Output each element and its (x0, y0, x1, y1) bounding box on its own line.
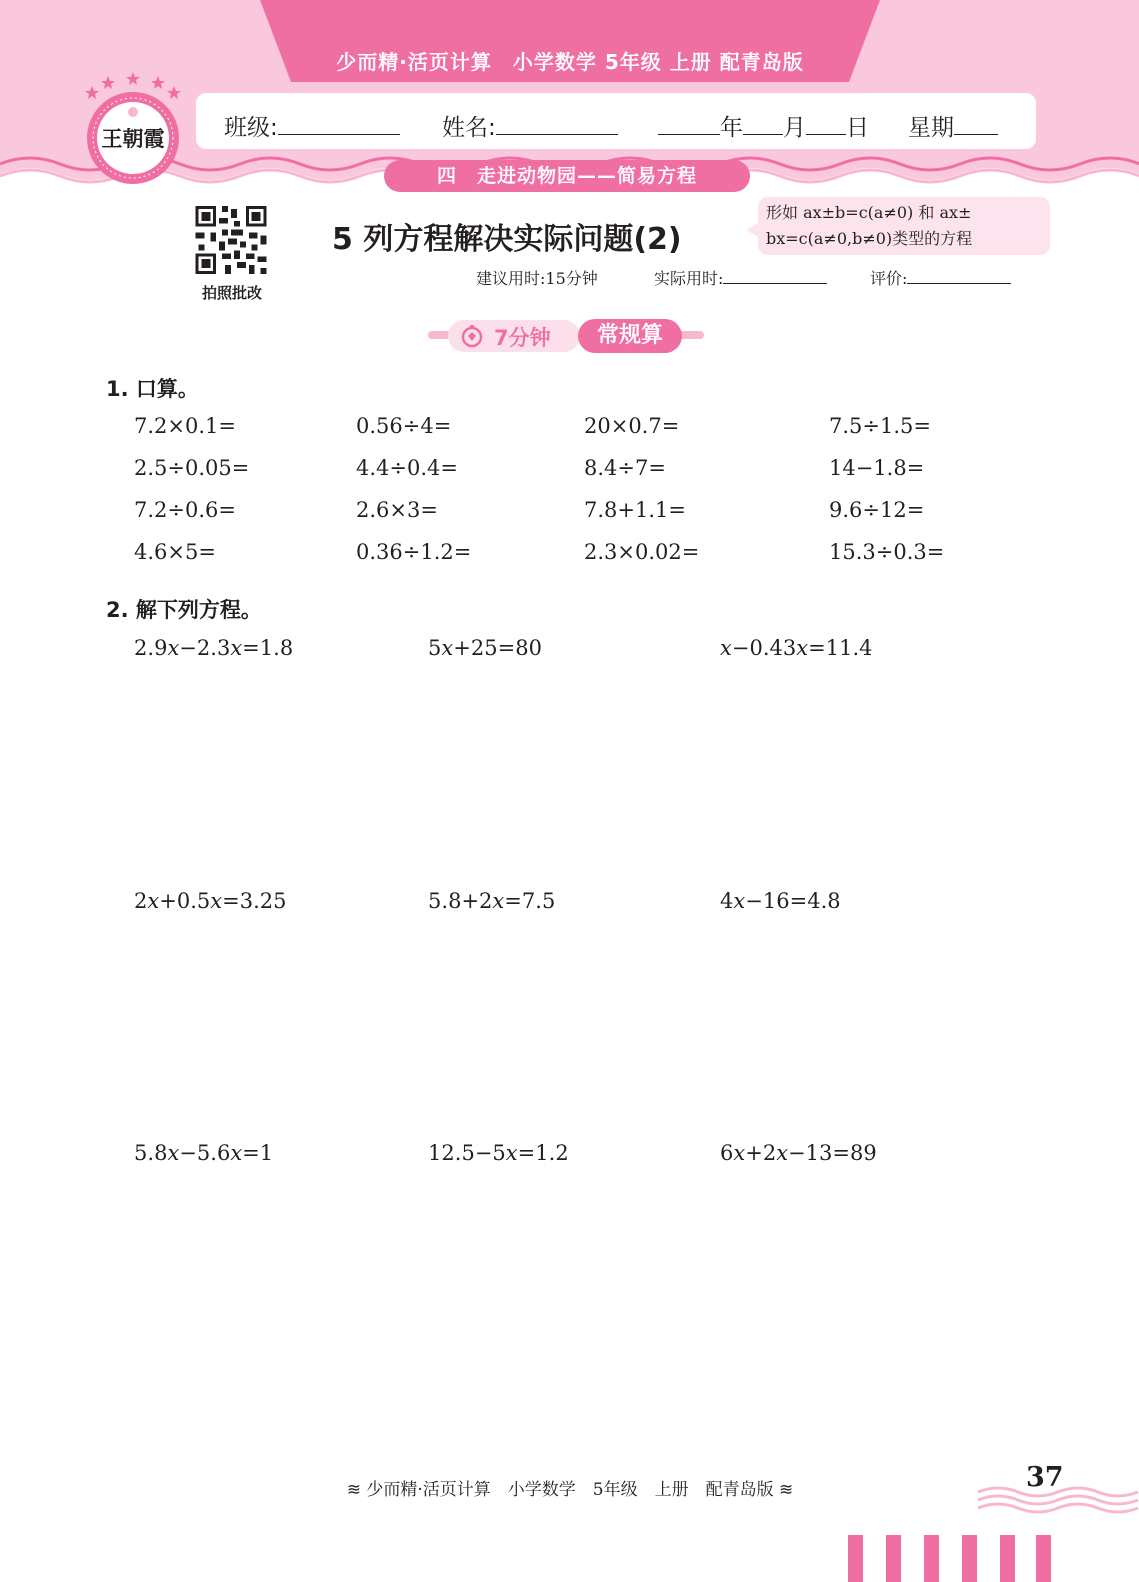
equation-problem: 5.8x−5.6x=1 (134, 1141, 274, 1165)
stopwatch-icon (460, 324, 484, 348)
evaluation-blank[interactable] (907, 266, 1011, 284)
mental-problem: 2.5÷0.05= (134, 456, 250, 480)
mental-problem: 0.56÷4= (356, 414, 452, 438)
question-2-heading: 2. 解下列方程。 (106, 598, 262, 622)
series-title: 少而精·活页计算 小学数学 5年级 上册 配青岛版 (336, 50, 804, 74)
class-field[interactable] (224, 109, 400, 142)
evaluation-label: 评价: (870, 269, 908, 288)
page-number: 37 (1026, 1462, 1064, 1493)
year-label: 年 (720, 115, 743, 141)
qr-code-icon[interactable] (192, 203, 270, 277)
mental-problem: 8.4÷7= (584, 456, 666, 480)
mental-problem: 20×0.7= (584, 414, 680, 438)
mental-problem: 0.36÷1.2= (356, 540, 472, 564)
equation-problem: 12.5−5x=1.2 (428, 1141, 569, 1165)
class-label: 班级: (224, 115, 278, 141)
month-blank[interactable] (743, 113, 783, 135)
equation-problem: 4x−16=4.8 (720, 889, 841, 913)
name-label: 姓名: (442, 115, 496, 141)
lesson-title: 5 列方程解决实际问题(2) (332, 222, 682, 257)
logo-text: 王朝霞 (101, 126, 165, 151)
student-info-bar (196, 93, 1036, 149)
weekday-label: 星期 (908, 115, 954, 141)
weekday-field[interactable] (908, 109, 998, 142)
equation-problem: 5x+25=80 (428, 636, 542, 660)
edge-stripe (1036, 1535, 1051, 1582)
actual-time-blank[interactable] (723, 266, 827, 284)
edge-stripe (848, 1535, 863, 1582)
mental-problem: 2.6×3= (356, 498, 438, 522)
actual-time-label: 实际用时: (654, 269, 724, 288)
mental-problem: 14−1.8= (829, 456, 925, 480)
hint-line-2: bx=c(a≠0,b≠0)类型的方程 (766, 229, 973, 248)
qr-caption: 拍照批改 (201, 284, 262, 302)
unit-title: 四 走进动物园——简易方程 (384, 160, 750, 192)
edge-stripe (962, 1535, 977, 1582)
mental-problem: 7.2÷0.6= (134, 498, 236, 522)
hint-line-1: 形如 ax±b=c(a≠0) 和 ax± (766, 203, 972, 222)
month-label: 月 (783, 115, 806, 141)
equation-problem: 6x+2x−13=89 (720, 1141, 877, 1165)
timer-label: 7分钟 (494, 326, 551, 350)
edge-stripe (1000, 1535, 1015, 1582)
equation-problem: 5.8+2x=7.5 (428, 889, 556, 913)
class-blank[interactable] (278, 113, 400, 135)
name-field[interactable] (442, 109, 618, 142)
year-blank[interactable] (658, 113, 720, 135)
equation-problem: x−0.43x=11.4 (720, 636, 873, 660)
mental-problem: 4.4÷0.4= (356, 456, 458, 480)
mental-problem: 7.8+1.1= (584, 498, 686, 522)
mental-problem: 7.2×0.1= (134, 414, 236, 438)
actual-time-field[interactable] (654, 266, 827, 289)
mental-problem: 2.3×0.02= (584, 540, 700, 564)
mental-problem: 4.6×5= (134, 540, 216, 564)
edge-stripe (924, 1535, 939, 1582)
equation-problem: 2x+0.5x=3.25 (134, 889, 287, 913)
edge-stripe (886, 1535, 901, 1582)
name-blank[interactable] (496, 113, 618, 135)
practice-type-badge: 常规算 (578, 319, 682, 353)
suggested-time: 建议用时:15分钟 (476, 269, 598, 288)
weekday-blank[interactable] (954, 113, 998, 135)
mental-problem: 15.3÷0.3= (829, 540, 945, 564)
question-1-heading: 1. 口算。 (106, 377, 199, 401)
day-blank[interactable] (806, 113, 846, 135)
hint-box (758, 197, 1050, 255)
day-label: 日 (846, 115, 869, 141)
equation-problem: 2.9x−2.3x=1.8 (134, 636, 294, 660)
evaluation-field[interactable] (870, 266, 1011, 289)
footer-wave (978, 1482, 1139, 1518)
mental-problem: 9.6÷12= (829, 498, 925, 522)
footer-text: ≋ 少而精·活页计算 小学数学 5年级 上册 配青岛版 ≋ (346, 1480, 794, 1500)
brand-logo (78, 70, 188, 186)
date-field[interactable] (658, 109, 869, 142)
mental-problem: 7.5÷1.5= (829, 414, 931, 438)
